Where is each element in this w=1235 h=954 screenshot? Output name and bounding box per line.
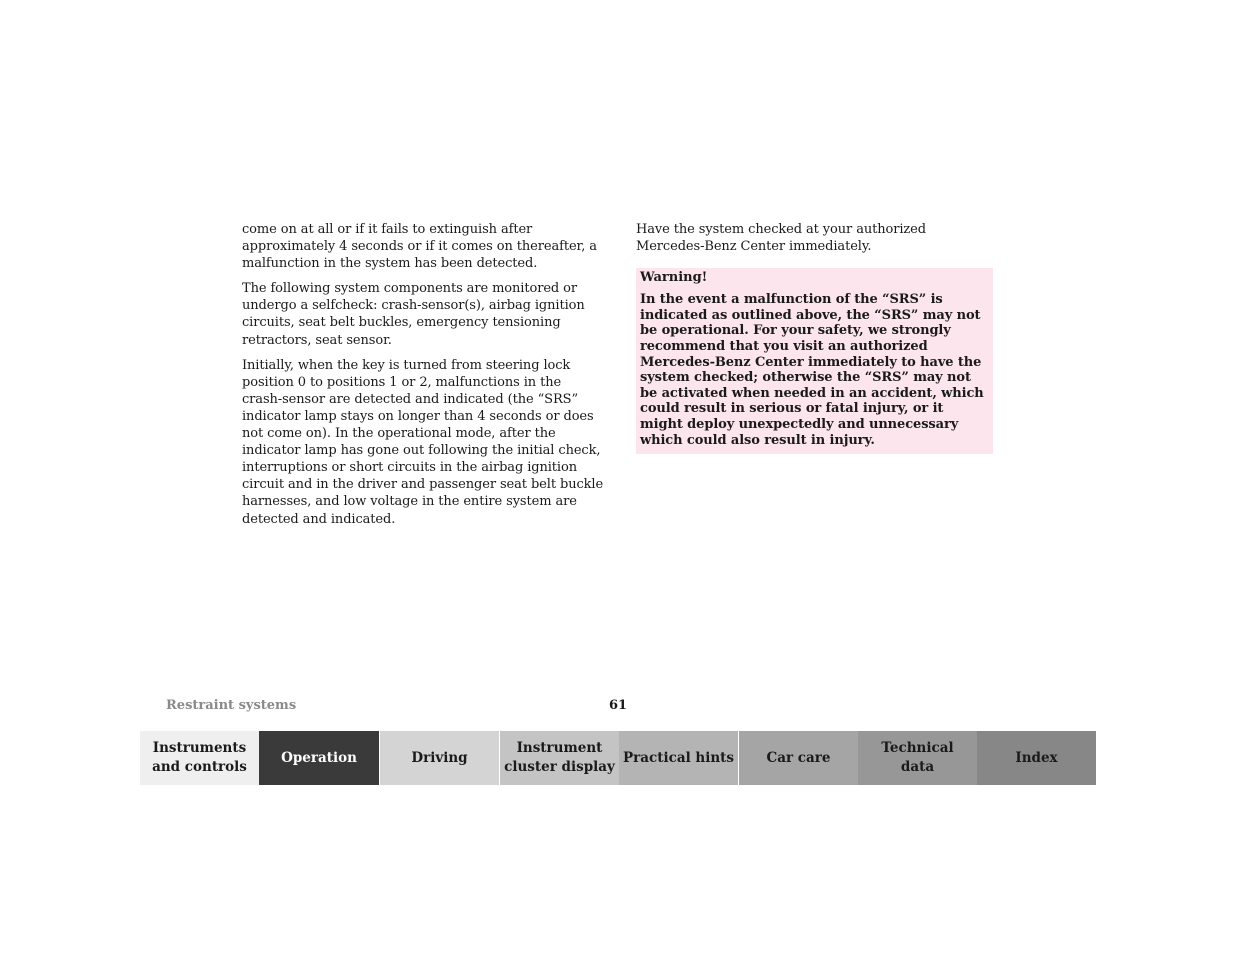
chapter-nav-bar [140,731,1095,785]
nav-tab-car-care[interactable]: Car care [739,731,858,785]
nav-tab-instruments-and-controls[interactable]: Instruments and controls [140,731,259,785]
left-text-column [242,221,604,536]
warning-box [636,268,993,454]
body-paragraph-3: Initially, when the key is turned from steering lock position 0 to positions 1 or 2, malfunctions in the crash-sensor are detected and indicated (the “SRS” indicator lamp stays on longer than 4 seconds or does not come on). In the operational mode, after the indicator lamp has gone out following the initial check, interruptions or short circuits in the airbag ignition circuit and in the driver and passenger seat belt buckle harnesses, and low voltage in the entire system are detected and indicated. [242,357,604,527]
body-paragraph-4: Have the system checked at your authorized Mercedes-Benz Center immediately. [636,222,926,255]
nav-tab-index[interactable]: Index [977,731,1096,785]
nav-tab-practical-hints[interactable]: Practical hints [619,731,738,785]
body-paragraph-2: The following system components are monitored or undergo a selfcheck: crash-sensor(s), airbag ignition circuits, seat belt buckles, emergency tensioning retractors, seat sensor. [242,281,585,348]
nav-tab-operation[interactable]: Operation [259,731,379,785]
body-paragraph-1: come on at all or if it fails to extinguish after approximately 4 seconds or if it comes on thereafter, a malfunction in the system has been detected. [242,222,597,272]
warning-text: In the event a malfunction of the “SRS” is indicated as outlined above, the “SRS” may not be operational. For your safety, we strongly recommend that you visit an authorized Mercedes-Benz Center immediately to have the system checked; otherwise the “SRS” may not be activated when needed in an accident, which could result in serious or fatal injury, or it might deploy unexpectedly and unnecessary which could also result in injury. [640,292,984,448]
section-title: Restraint systems [166,698,297,713]
nav-tab-driving[interactable]: Driving [380,731,499,785]
right-text-column [636,221,993,454]
page-number: 61 [608,698,628,713]
nav-tab-instrument-cluster-display[interactable]: Instrument cluster display [500,731,619,785]
warning-title: Warning! [640,270,708,286]
nav-tab-technical-data[interactable]: Technical data [858,731,977,785]
